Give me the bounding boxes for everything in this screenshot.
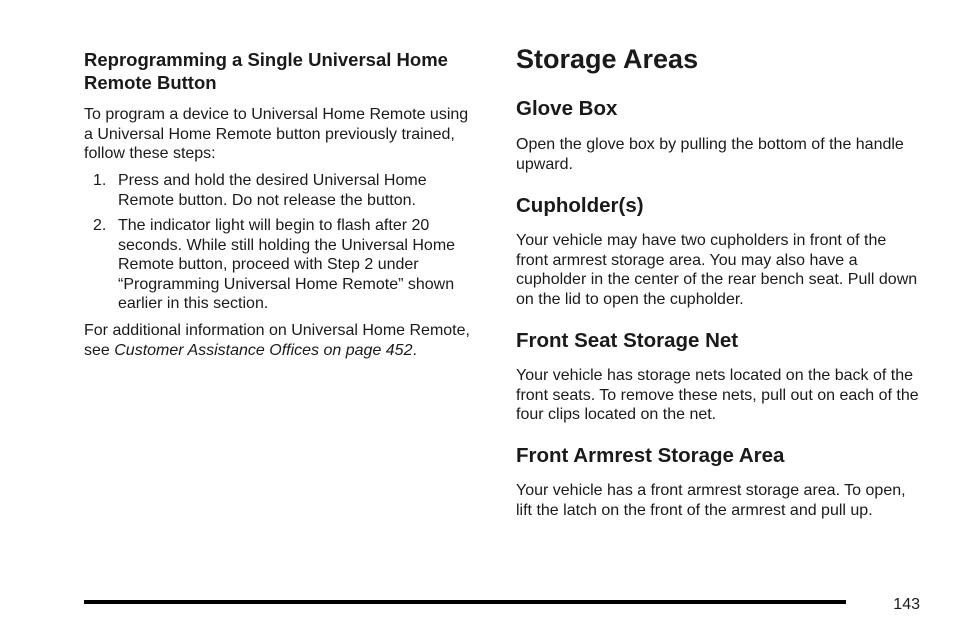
section-heading-reprogramming: Reprogramming a Single Universal Home Remote Button bbox=[84, 49, 448, 93]
step-text: Press and hold the desired Universal Home Remote button. Do not release the button. bbox=[118, 172, 427, 209]
heading-front-armrest-storage: Front Armrest Storage Area bbox=[516, 444, 785, 467]
text-cupholders: Your vehicle may have two cupholders in front of the front armrest storage area. You may also have a cupholder in the center of the rear bench seat. Pull down on the lid to open the cupholder. bbox=[516, 232, 918, 308]
step-text: The indicator light will begin to flash after 20 seconds. While still holding the Universal Home Remote button, proceed with Step 2 under “Programming Universal Home Remote” shown earlier in this section. bbox=[118, 217, 456, 312]
text-glove-box: Open the glove box by pulling the bottom of the handle upward. bbox=[516, 136, 904, 173]
footer-rule bbox=[84, 600, 846, 604]
text-front-seat-storage-net: Your vehicle has storage nets located on the back of the front seats. To remove these nets, pull out on each of the four clips located on the net. bbox=[516, 367, 919, 423]
additional-info-text: For additional information on Universal Home Remote, see bbox=[84, 322, 470, 359]
step-item bbox=[84, 216, 474, 314]
step-number: 2. bbox=[93, 217, 107, 234]
cross-reference-link[interactable]: Customer Assistance Offices on page 452 bbox=[114, 341, 413, 359]
intro-paragraph: To program a device to Universal Home Remote using a Universal Home Remote button previously trained, follow these steps: bbox=[84, 106, 469, 162]
heading-cupholders: Cupholder(s) bbox=[516, 194, 644, 217]
heading-front-seat-storage-net: Front Seat Storage Net bbox=[516, 329, 739, 352]
page-number: 143 bbox=[893, 596, 920, 613]
text-front-armrest-storage: Your vehicle has a front armrest storage area. To open, lift the latch on the front of the armrest and pull up. bbox=[516, 482, 906, 519]
step-item bbox=[84, 171, 474, 210]
additional-info-end: . bbox=[412, 341, 417, 359]
page-title: Storage Areas bbox=[516, 44, 699, 74]
additional-info-paragraph bbox=[84, 321, 479, 360]
step-number: 1. bbox=[93, 172, 107, 189]
heading-glove-box: Glove Box bbox=[516, 97, 618, 120]
